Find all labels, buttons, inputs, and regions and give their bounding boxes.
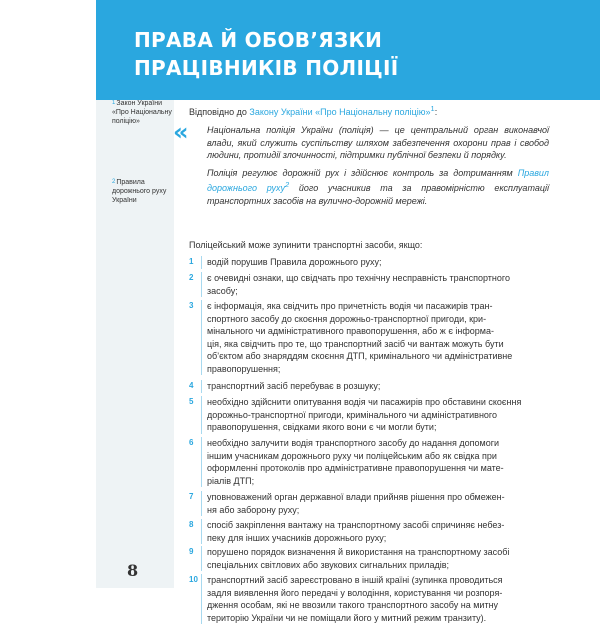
list-item: [189, 519, 569, 544]
list-number: 9: [189, 546, 193, 559]
list-item: [189, 574, 569, 624]
list-item: [189, 380, 569, 393]
list-item: [189, 546, 569, 571]
list-number: 1: [189, 256, 193, 269]
list-text: дорожньо-транспортної пригоди, кримінального чи адміністративного: [207, 409, 569, 422]
stop-conditions-intro: Поліцейський може зупинити транспортні засоби, якщо:: [189, 239, 422, 252]
list-text: правопорушення;: [207, 363, 569, 376]
list-number: 7: [189, 491, 193, 504]
quote-paragraph-2: [207, 167, 549, 208]
list-text: транспортний засіб зареєстровано в іншій країні (зупинка проводиться: [207, 574, 569, 587]
list-text: спортного засобу до скоєння дорожньо-транспортної пригоди, кри-: [207, 313, 569, 326]
list-text: пеку для інших учасників дорожнього руху;: [207, 532, 569, 545]
intro-prefix: Відповідно до: [189, 107, 249, 117]
list-text: є очевидні ознаки, що свідчать про технічну несправність транспортного: [207, 272, 569, 285]
list-text: спосіб закріплення вантажу на транспортному засобі спричиняє небез-: [207, 519, 569, 532]
quote-text: його учасникив та за правомірністю експлуатації транспортних засобів на вулично-дорожній мережі.: [207, 183, 549, 206]
list-text: правопорушення, свідками якого вони є чи могли бути;: [207, 421, 569, 434]
law-link[interactable]: Закону України «Про Національну поліцію»: [249, 107, 430, 117]
list-number: 2: [189, 272, 193, 285]
list-number: 4: [189, 380, 193, 393]
page-title-line-1: ПРАВА Й ОБОВ’ЯЗКИ: [134, 26, 399, 54]
sidebar-notes-panel: [96, 100, 174, 588]
sidebar-note-text: Закон України «Про Національну поліцію»: [112, 100, 172, 125]
list-item: [189, 300, 569, 375]
list-text: мінального чи адміністративного правопорушення, або ж є інформа-: [207, 325, 569, 338]
page-number: 8: [127, 561, 138, 580]
quote-text: Поліція регулює дорожній рух і здійснює контроль за дотриманням: [207, 168, 518, 178]
list-text: необхідно здійснити опитування водія чи пасажирів про обставини скоєння: [207, 396, 569, 409]
page-title: [134, 26, 399, 82]
list-text: задля виявлення його передачі у володіння, користування чи розпоря-: [207, 587, 569, 600]
list-number: 8: [189, 519, 193, 532]
list-text: ня або заборону руху;: [207, 504, 569, 517]
list-text: оформленні протоколів про адміністративне правопорушення чи мате-: [207, 462, 569, 475]
list-text: іншим учасникам дорожнього руху чи поліцейським або як свідка при: [207, 450, 569, 463]
list-text: порушено порядок визначення й використання на транспортному засобі: [207, 546, 569, 559]
list-number: 10: [189, 574, 198, 587]
footnote-marker: 2: [285, 180, 289, 189]
list-text: ріалів ДТП;: [207, 475, 569, 488]
list-text: ція, яка свідчить про те, що транспортний засіб чи вантаж можуть бути: [207, 338, 569, 351]
list-text: спеціальних світлових або звукових сигнальних приладів;: [207, 559, 569, 572]
list-item: [189, 396, 569, 434]
list-text: необхідно залучити водія транспортного засобу до надання допомоги: [207, 437, 569, 450]
footnote-marker: 1: [112, 100, 115, 106]
list-text: територію України чи не поміщали його у митний режим транзиту).: [207, 612, 569, 624]
list-item: [189, 272, 569, 297]
sidebar-note-text: Правила дорожнього руху України: [112, 179, 166, 204]
list-text: водій порушив Правила дорожнього руху;: [207, 256, 569, 269]
list-number: 3: [189, 300, 193, 313]
list-item: [189, 256, 569, 269]
definition-quote: [189, 124, 549, 212]
list-item: [189, 491, 569, 516]
list-item: [189, 437, 569, 487]
footnote-marker: 2: [112, 179, 115, 185]
list-text: є інформація, яка свідчить про причетність водія чи пасажирів тран-: [207, 300, 569, 313]
quote-mark-icon: «: [173, 117, 189, 147]
page-title-line-2: ПРАЦІВНИКІВ ПОЛІЦІЇ: [134, 54, 399, 82]
quote-paragraph-1: Національна поліція України (поліція) — це центральний орган виконавчої влади, який служить суспільству шляхом забезпечення охорони прав і свобод людини, протидії злочинності, підтримки публічної безпеки й порядку.: [207, 124, 549, 162]
traffic-rules-link[interactable]: Правил дорожнього руху: [207, 168, 549, 194]
sidebar-note-traffic-rules: [112, 178, 174, 205]
footnote-marker: 1: [431, 104, 435, 113]
list-text: об’єктом або знаряддям скоєння ДТП, кримінального чи адміністративне: [207, 350, 569, 363]
list-text: засобу;: [207, 285, 569, 298]
intro-suffix: :: [435, 107, 438, 117]
list-text: транспортний засіб перебуває в розшуку;: [207, 380, 569, 393]
sidebar-note-law: [112, 99, 174, 126]
list-text: уповноважений орган державної влади прийняв рішення про обмежен-: [207, 491, 569, 504]
list-text: дження особам, які не ввозили такого транспортного засобу на митну: [207, 599, 569, 612]
list-number: 5: [189, 396, 193, 409]
intro-line: [189, 103, 437, 119]
list-number: 6: [189, 437, 193, 450]
